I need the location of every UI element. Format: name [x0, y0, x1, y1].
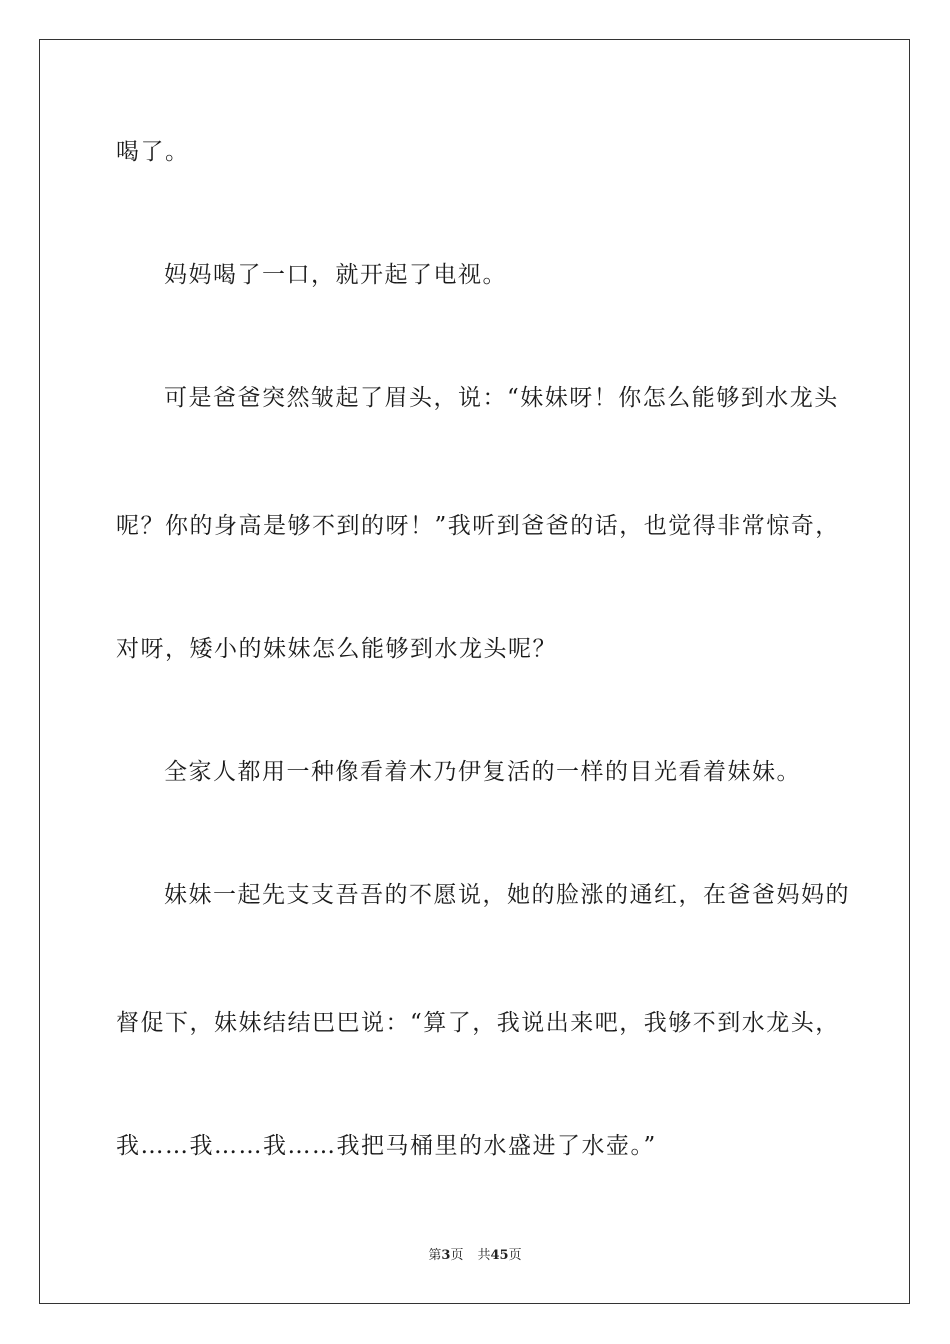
- page-number: 3: [441, 1248, 451, 1263]
- text-line-7: 妹妹一起先支支吾吾的不愿说，她的脸涨的通红，在爸爸妈妈的: [164, 882, 850, 908]
- page-suffix: 页: [450, 1248, 464, 1263]
- text-line-5: 对呀，矮小的妹妹怎么能够到水龙头呢？: [116, 636, 557, 662]
- total-prefix: 共: [477, 1248, 491, 1263]
- text-line-6: 全家人都用一种像看着木乃伊复活的一样的目光看着妹妹。: [164, 759, 801, 785]
- text-line-8: 督促下，妹妹结结巴巴说：“算了，我说出来吧，我够不到水龙头，: [116, 1010, 840, 1036]
- total-suffix: 页: [508, 1248, 522, 1263]
- page-prefix: 第: [428, 1248, 442, 1263]
- page-border: [39, 39, 910, 1304]
- text-line-1: 喝了。: [116, 139, 190, 165]
- text-line-2: 妈妈喝了一口，就开起了电视。: [164, 262, 507, 288]
- text-line-4: 呢？你的身高是够不到的呀！”我听到爸爸的话，也觉得非常惊奇，: [116, 513, 840, 539]
- total-pages: 45: [490, 1248, 509, 1263]
- text-line-3: 可是爸爸突然皱起了眉头，说：“妹妹呀！你怎么能够到水龙头: [164, 385, 839, 411]
- text-line-9: 我……我……我……我把马桶里的水盛进了水壶。”: [116, 1133, 657, 1159]
- page-footer: [0, 1247, 950, 1265]
